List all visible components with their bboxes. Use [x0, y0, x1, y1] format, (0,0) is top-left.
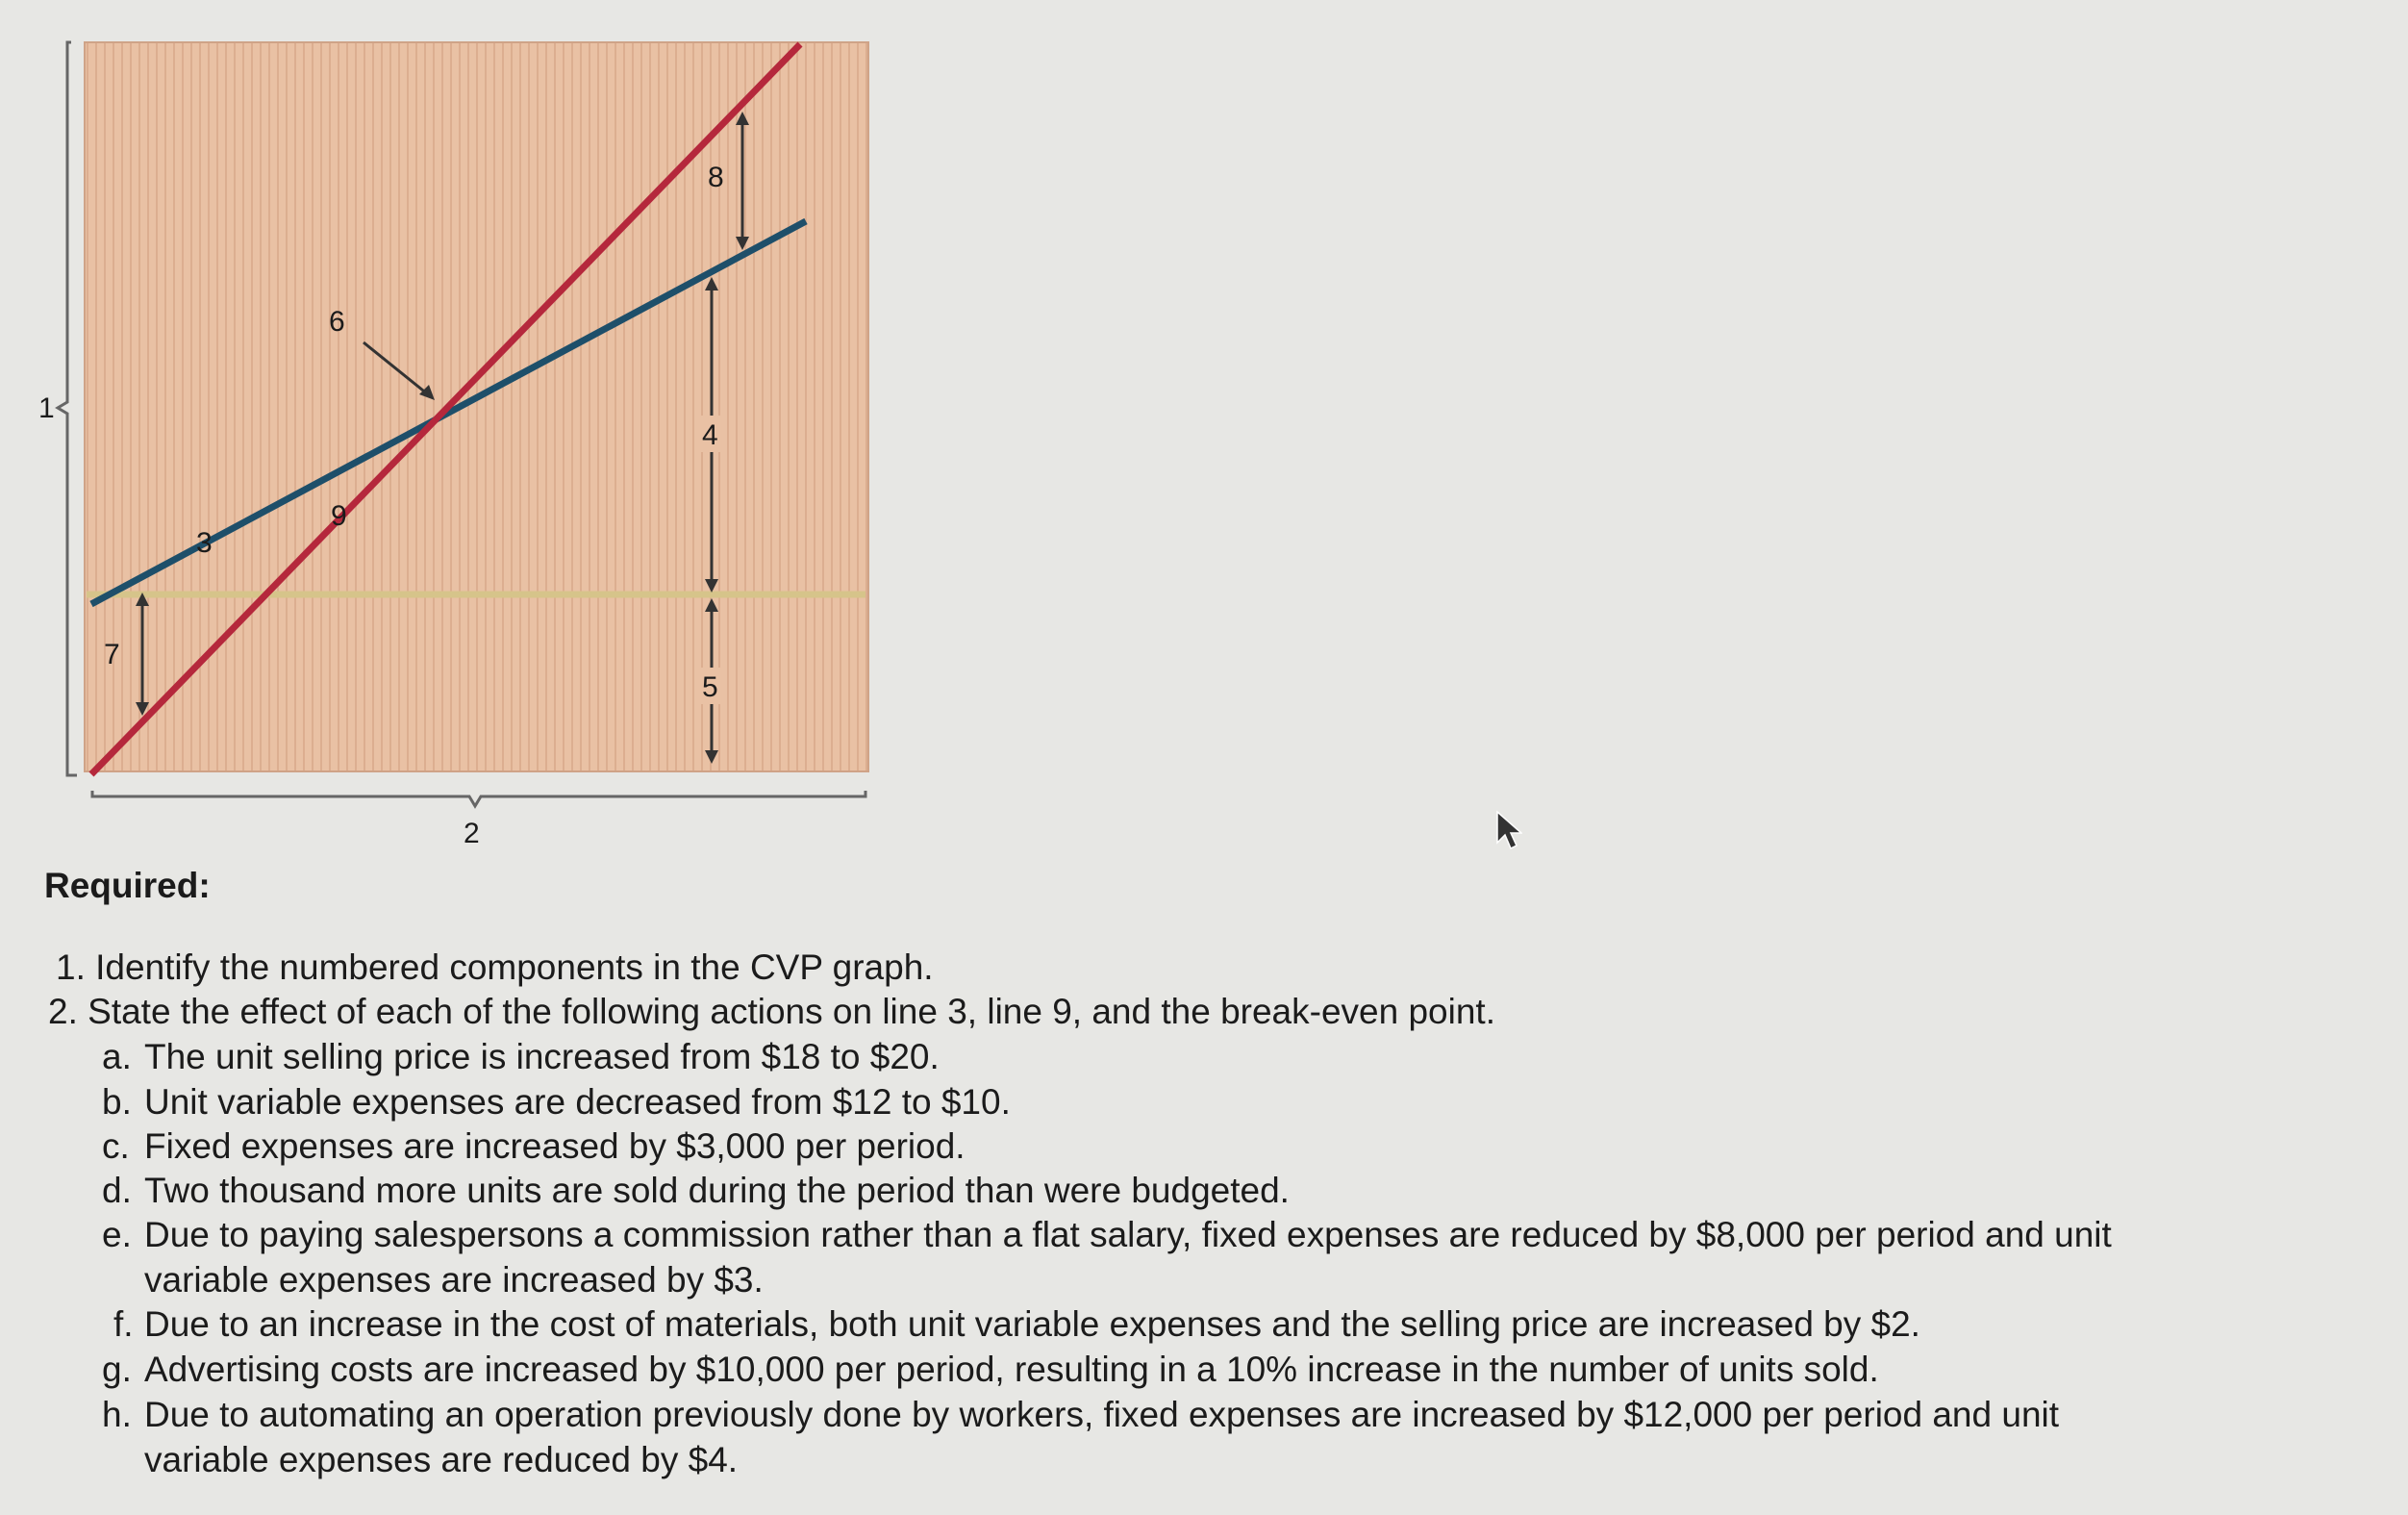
question-1: 1. Identify the numbered components in the CVP graph.: [56, 947, 934, 987]
item-text: Due to an increase in the cost of materials, both unit variable expenses and the selling price are increased by $2.: [144, 1304, 1920, 1344]
required-heading: Required:: [44, 866, 211, 905]
vertical-axis-bracket: [58, 42, 77, 775]
item-letter: d.: [102, 1171, 132, 1210]
question-2: 2. State the effect of each of the following actions on line 3, line 9, and the break-even point.: [48, 992, 1495, 1031]
item-text: Fixed expenses are increased by $3,000 per period.: [144, 1126, 966, 1166]
item-letter: b.: [102, 1082, 132, 1122]
label-2: 2: [464, 818, 480, 849]
item-text: Advertising costs are increased by $10,000 per period, resulting in a 10% increase in the number of units sold.: [144, 1350, 1879, 1389]
item-letter: h.: [102, 1395, 132, 1434]
label-5: 5: [702, 671, 718, 703]
mouse-pointer-icon: [1495, 810, 1522, 850]
label-6: 6: [329, 306, 345, 338]
label-3: 3: [196, 527, 213, 559]
horizontal-axis-bracket: [92, 791, 865, 806]
item-letter: e.: [102, 1215, 132, 1254]
item-text: The unit selling price is increased from $18 to $20.: [144, 1037, 940, 1076]
item-letter: c.: [102, 1126, 130, 1166]
label-4: 4: [702, 419, 718, 451]
label-7: 7: [104, 639, 120, 670]
item-text: Due to paying salespersons a commission rather than a flat salary, fixed expenses are reduced by $8,000 per period and unit variable expenses are increased by $3.: [144, 1215, 2112, 1300]
item-text: Two thousand more units are sold during the period than were budgeted.: [144, 1171, 1290, 1210]
item-text: Unit variable expenses are decreased from $12 to $10.: [144, 1082, 1011, 1122]
item-letter: a.: [102, 1037, 132, 1076]
item-text: Due to automating an operation previously done by workers, fixed expenses are increased by $12,000 per period and unit variable expenses are reduced by $4.: [144, 1395, 2060, 1479]
cvp-graph: [0, 0, 962, 866]
item-letter: g.: [102, 1350, 132, 1389]
label-8: 8: [708, 162, 724, 193]
item-letter: f.: [113, 1304, 134, 1344]
label-1: 1: [38, 392, 55, 424]
label-9: 9: [331, 500, 347, 532]
